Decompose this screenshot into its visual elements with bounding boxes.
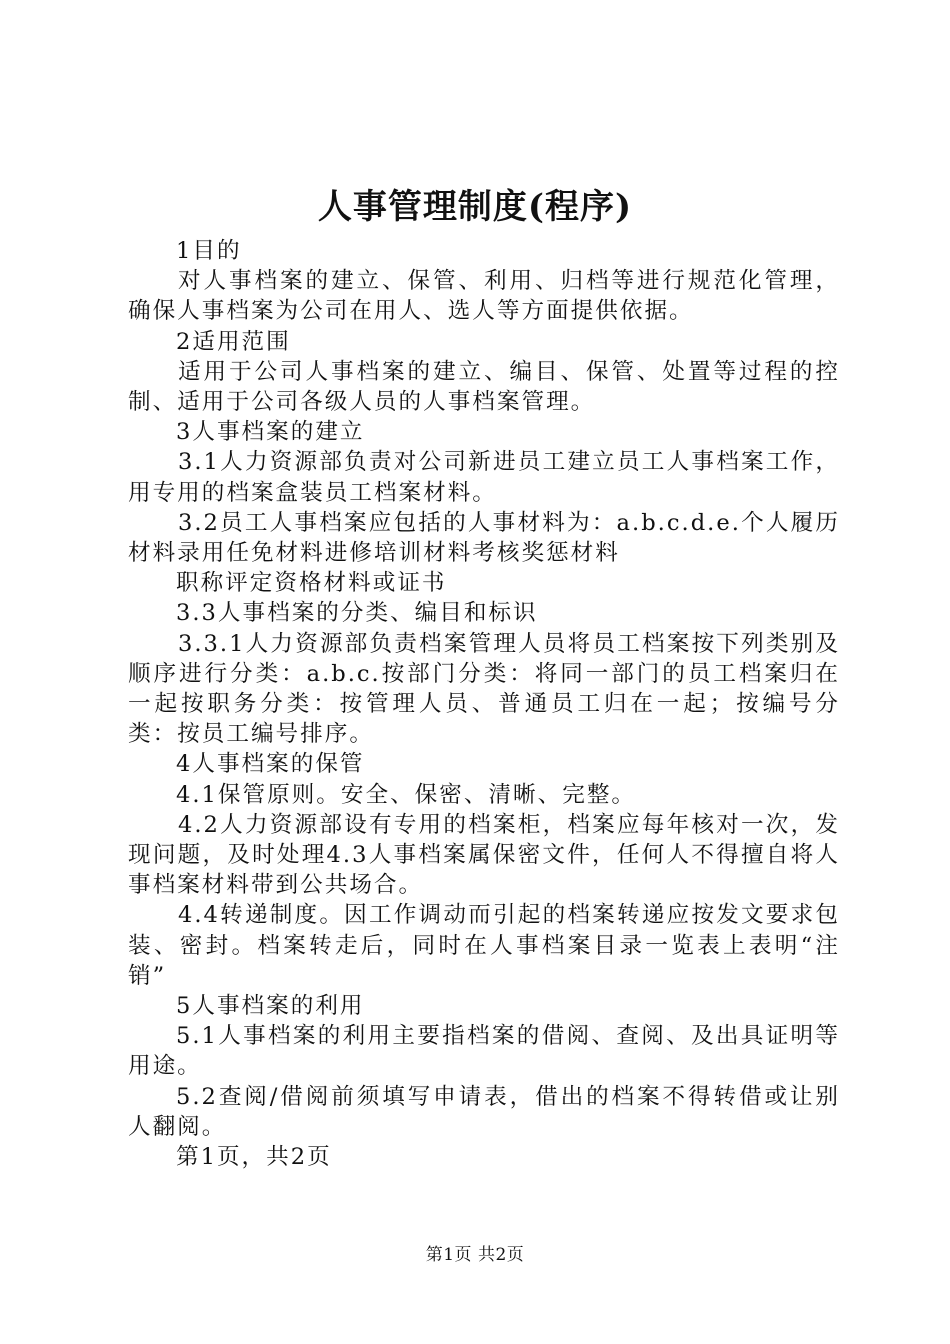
- document-title: 人事管理制度(程序): [317, 187, 633, 227]
- inline-page-count: 第1页，共2页: [176, 1144, 332, 1171]
- paragraph: 5.1人事档案的利用主要指档案的借阅、查阅、及出具证明等用途。: [128, 1023, 840, 1080]
- section-heading: 3.3人事档案的分类、编目和标识: [176, 600, 538, 627]
- page-footer: 第1页 共2页: [425, 1245, 525, 1265]
- section-heading: 3人事档案的建立: [176, 419, 365, 446]
- paragraph: 5.2查阅/借阅前须填写申请表，借出的档案不得转借或让别人翻阅。: [128, 1083, 840, 1140]
- section-heading: 4人事档案的保管: [176, 751, 365, 778]
- paragraph: 3.3.1人力资源部负责档案管理人员将员工档案按下列类别及顺序进行分类：a.b.c.按部门分类：将同一部门的员工档案归在一起按职务分类：按管理人员、普通员工归在一起；按编号分类：按员工编号排序。: [128, 630, 840, 748]
- section-heading: 2适用范围: [176, 328, 291, 355]
- paragraph: 3.2员工人事档案应包括的人事材料为：a.b.c.d.e.个人履历材料录用任免材料进修培训材料考核奖惩材料: [128, 509, 840, 567]
- paragraph: 适用于公司人事档案的建立、编目、保管、处置等过程的控制、适用于公司各级人员的人事档案管理。: [128, 358, 840, 416]
- document-body: [128, 236, 840, 1172]
- paragraph: 对人事档案的建立、保管、利用、归档等进行规范化管理，确保人事档案为公司在用人、选人等方面提供依据。: [128, 268, 840, 325]
- paragraph: 4.1保管原则。安全、保密、清晰、完整。: [176, 781, 637, 808]
- section-heading: 1目的: [176, 238, 242, 264]
- section-heading: 5人事档案的利用: [176, 993, 365, 1020]
- paragraph: 4.2人力资源部设有专用的档案柜，档案应每年核对一次，发现问题，及时处理4.3人事档案属保密文件，任何人不得擅自将人事档案材料带到公共场合。: [128, 811, 840, 899]
- paragraph: 4.4转递制度。因工作调动而引起的档案转递应按发文要求包装、密封。档案转走后，同时在人事档案目录一览表上表明“注销”: [128, 902, 840, 989]
- paragraph: 3.1人力资源部负责对公司新进员工建立员工人事档案工作，用专用的档案盒装员工档案材料。: [128, 449, 840, 506]
- paragraph: 职称评定资格材料或证书: [176, 570, 447, 597]
